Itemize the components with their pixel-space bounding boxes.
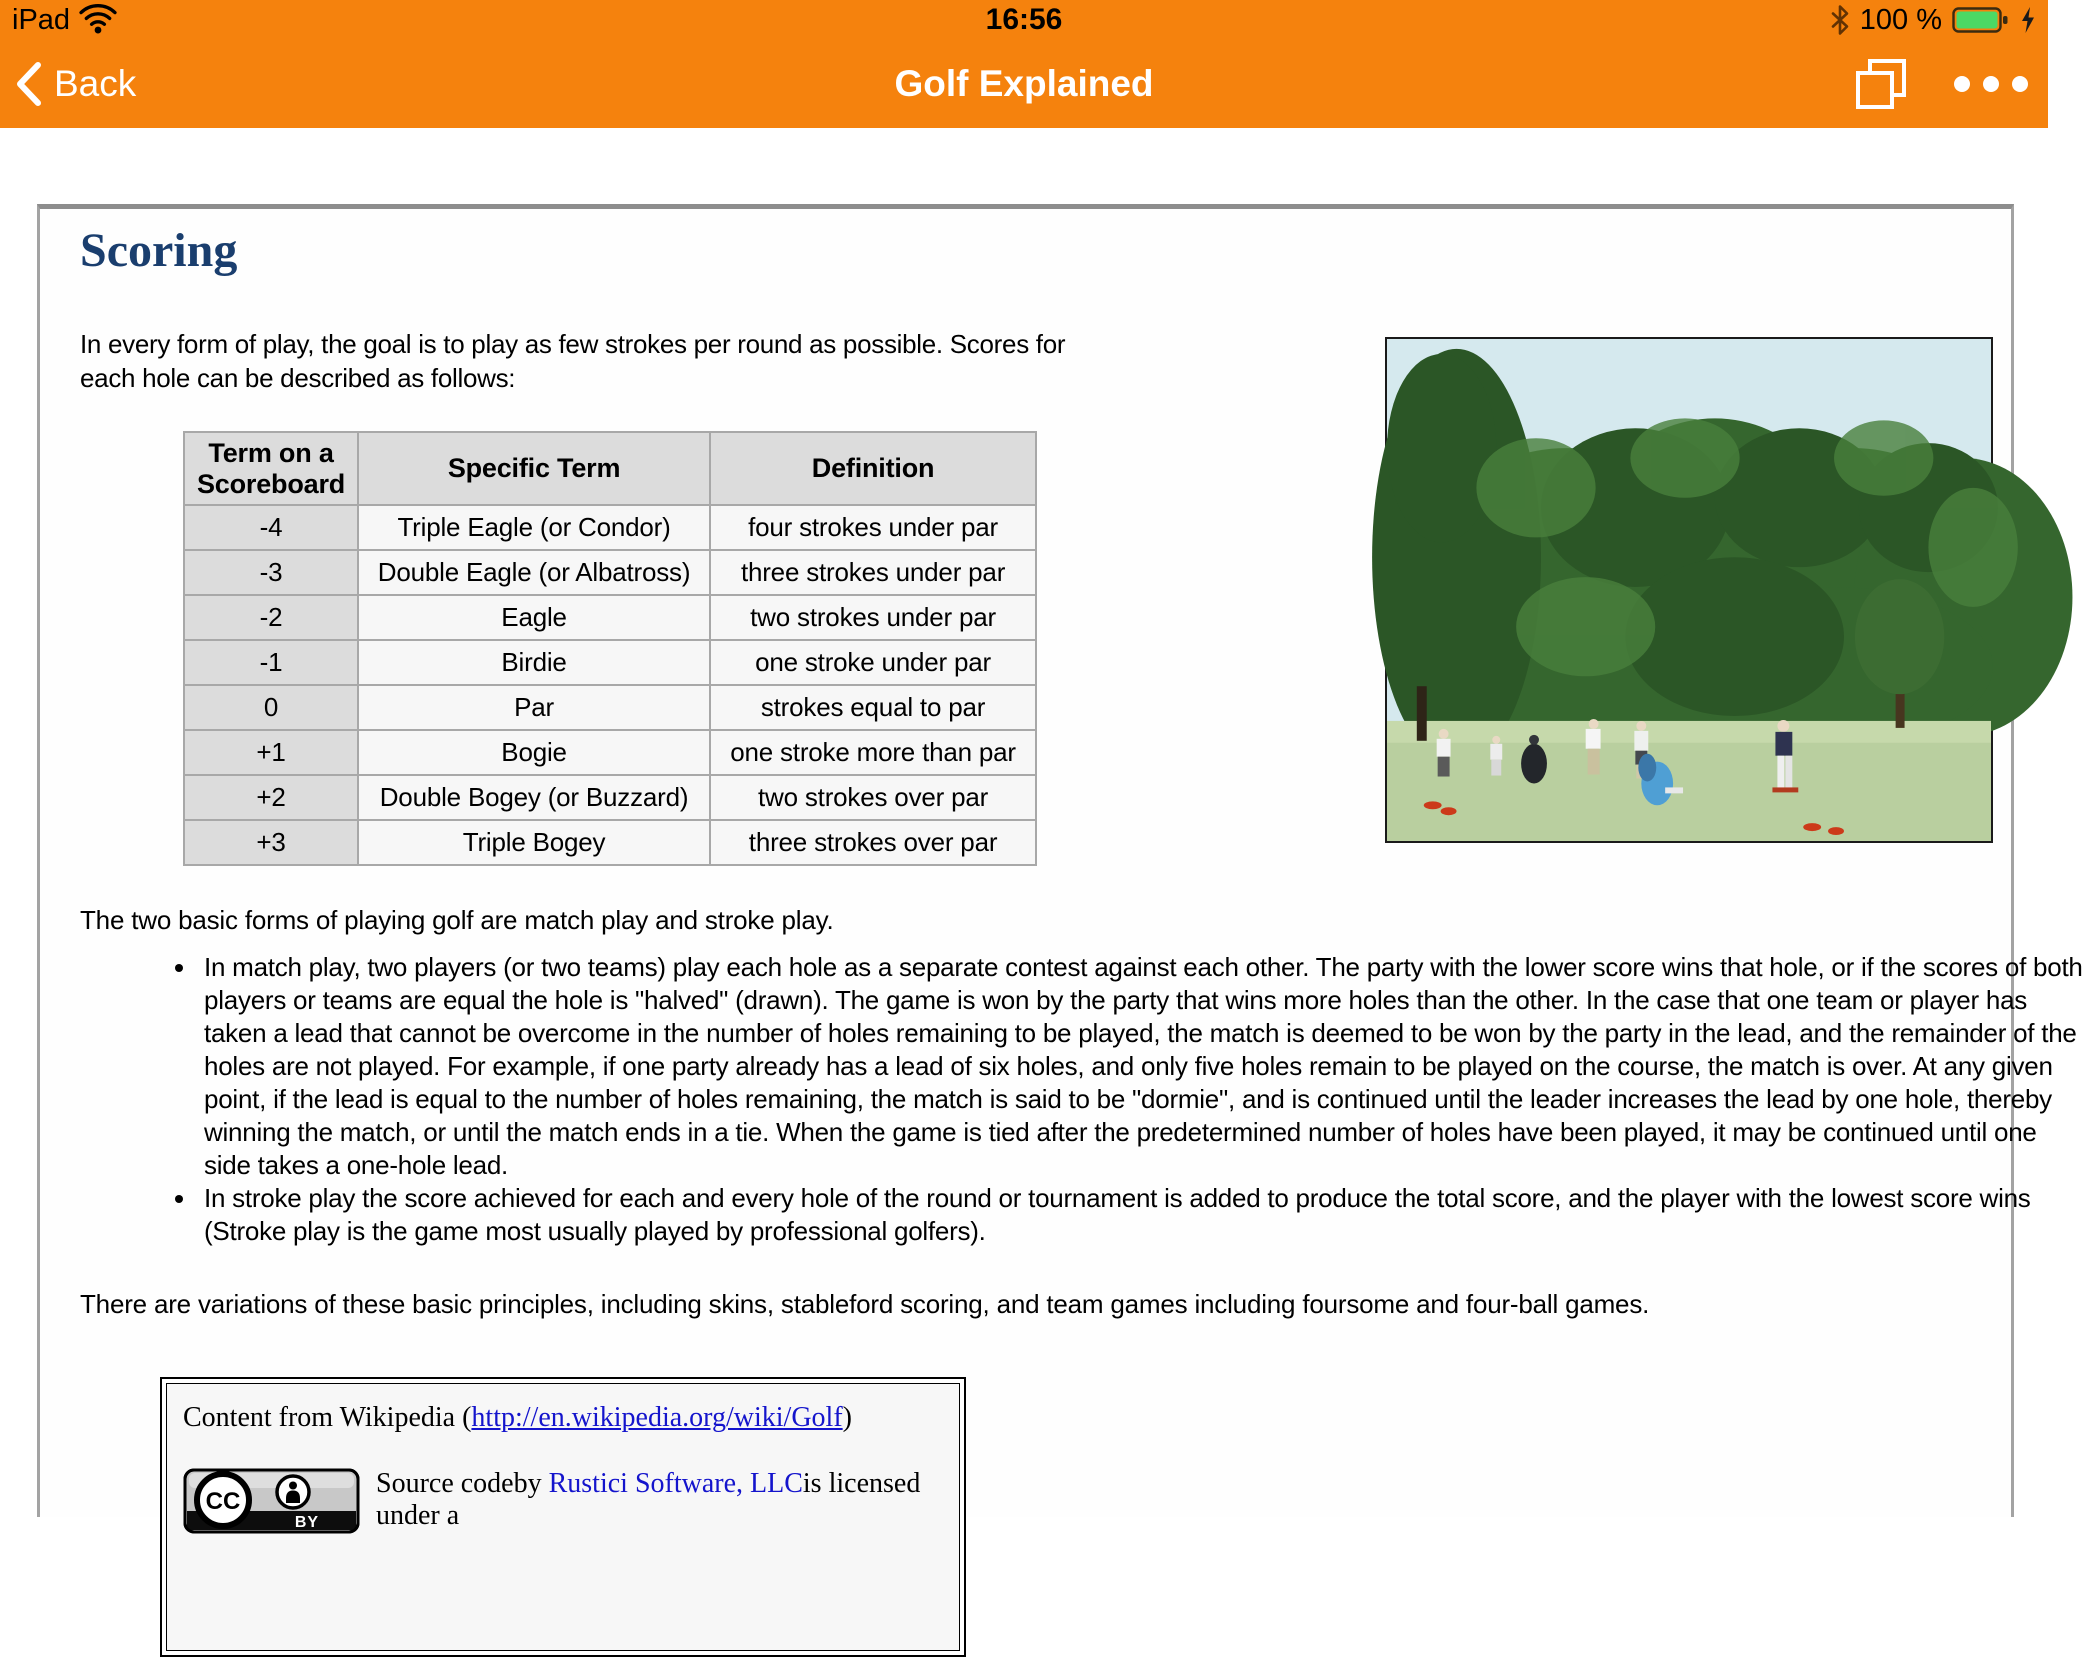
variations-paragraph: There are variations of these basic principles, including skins, stableford scoring, and team games including foursome and four-ball games. [80, 1289, 1650, 1319]
wikipedia-attribution-line [183, 1402, 943, 1434]
back-button-label: Back [54, 63, 137, 104]
content-frame [37, 204, 2083, 1531]
wifi-icon [80, 6, 116, 34]
device-label: iPad [12, 3, 71, 36]
table-cell: Double Eagle (or Albatross) [358, 550, 710, 595]
table-row [184, 595, 1036, 640]
table-cell: strokes equal to par [710, 685, 1036, 730]
charging-bolt-icon [2020, 6, 2036, 34]
svg-text:CC: CC [205, 1488, 241, 1515]
table-header-row [184, 432, 1036, 505]
table-cell: 0 [184, 685, 358, 730]
scoring-table [183, 431, 1037, 866]
column-header: Specific Term [358, 432, 710, 505]
pages-icon[interactable] [1854, 57, 1908, 111]
intro-paragraph: In every form of play, the goal is to play as few strokes per round as possible. Scores for each hole can be described as follows: [80, 329, 1066, 393]
column-header: Definition [710, 432, 1036, 505]
table-cell: -2 [184, 595, 358, 640]
status-bar [0, 0, 2048, 40]
license-prefix: Source codeby [376, 1468, 549, 1499]
table-row [184, 730, 1036, 775]
attribution-prefix: Content from Wikipedia ( [183, 1402, 472, 1433]
list-item: • In stroke play the score achieved for each and every hole of the round or tournament is added to produce the total score, and the player with the lowest score wins (Stroke play is the game most usually played by professional golfers). [198, 1182, 2088, 1248]
section-heading: Scoring [80, 224, 238, 277]
golf-course-photo [1385, 337, 1993, 843]
more-options-icon[interactable] [1954, 76, 2028, 92]
attribution-box [160, 1377, 966, 1657]
table-cell: Birdie [358, 640, 710, 685]
wikipedia-link[interactable]: http://en.wikipedia.org/wiki/Golf [471, 1402, 843, 1433]
table-cell: -4 [184, 505, 358, 550]
table-cell: two strokes over par [710, 775, 1036, 820]
table-cell: -1 [184, 640, 358, 685]
table-cell: Triple Bogey [358, 820, 710, 865]
chevron-left-icon [16, 62, 42, 106]
table-cell: Eagle [358, 595, 710, 640]
table-row [184, 820, 1036, 865]
table-cell: Bogie [358, 730, 710, 775]
navigation-bar [0, 40, 2048, 128]
table-cell: +2 [184, 775, 358, 820]
play-types-list [80, 951, 2088, 1248]
bluetooth-icon [1830, 4, 1850, 36]
forms-paragraph: The two basic forms of playing golf are match play and stroke play. [80, 905, 834, 935]
battery-percent-label: 100 % [1859, 3, 1942, 36]
back-button[interactable] [16, 40, 136, 128]
list-item: • In match play, two players (or two teams) play each hole as a separate contest against each other. The party with the lower score wins that hole, or if the scores of both players or teams are equal the hole is "halved" (drawn). The game is won by the party that wins more holes than the other. In the case that one team or player has taken a lead that cannot be overcome in the number of holes remaining to be played, the match is deemed to be won by the party in the lead, and the remainder of the holes are not played. For example, if one party already has a lead of six holes, and only five holes remain to be played on the course, the match is over. At any given point, if the lead is equal to the number of holes remaining, the match is said to be "dormie", and is continued until the leader increases the lead by one hole, thereby winning the match, or until the match ends in a tie. When the game is tied after the predetermined number of holes have been played, it may be continued until one side takes a one-hole lead. [198, 951, 2088, 1182]
cc-by-badge-icon [183, 1468, 360, 1534]
rustici-link[interactable]: Rustici Software, LLC [548, 1468, 803, 1499]
license-line [376, 1468, 943, 1534]
page-header-title: Golf Explained [894, 63, 1154, 104]
table-cell: -3 [184, 550, 358, 595]
table-cell: one stroke more than par [710, 730, 1036, 775]
battery-icon [1952, 6, 2010, 34]
table-cell: three strokes over par [710, 820, 1036, 865]
table-cell: one stroke under par [710, 640, 1036, 685]
table-cell: three strokes under par [710, 550, 1036, 595]
table-row [184, 505, 1036, 550]
table-cell: two strokes under par [710, 595, 1036, 640]
table-cell: four strokes under par [710, 505, 1036, 550]
clock: 16:56 [985, 3, 1063, 36]
table-cell: Double Bogey (or Buzzard) [358, 775, 710, 820]
table-row [184, 775, 1036, 820]
table-row [184, 640, 1036, 685]
table-row [184, 685, 1036, 730]
table-row [184, 550, 1036, 595]
column-header: Term on a Scoreboard [184, 432, 358, 505]
table-cell: Par [358, 685, 710, 730]
table-cell: +1 [184, 730, 358, 775]
table-cell: Triple Eagle (or Condor) [358, 505, 710, 550]
table-cell: +3 [184, 820, 358, 865]
attribution-suffix: ) [842, 1402, 852, 1433]
license-suffix: is licensed under a [376, 1468, 921, 1531]
svg-text:BY: BY [294, 1514, 320, 1531]
